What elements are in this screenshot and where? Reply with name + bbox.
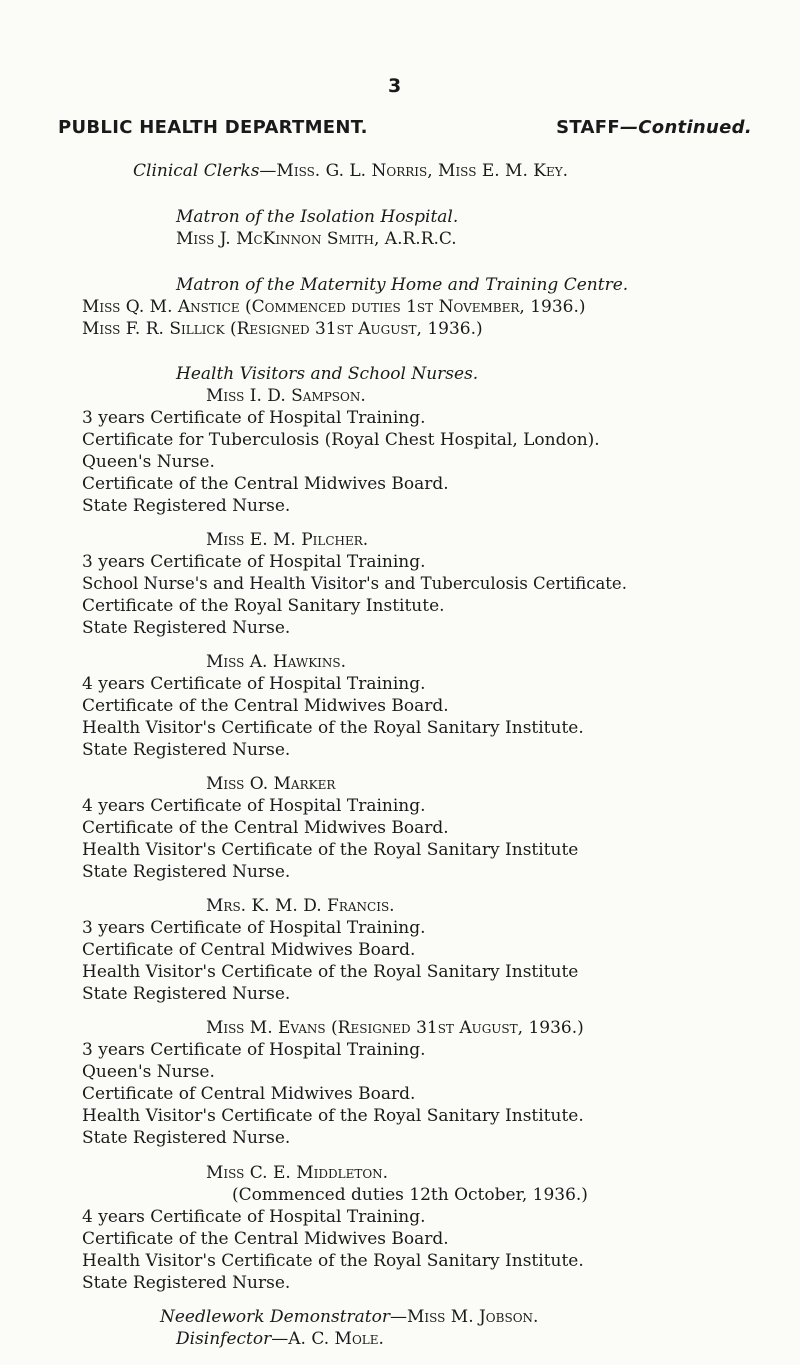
person-name: Miss O. Marker <box>206 774 336 794</box>
qualification-line: 4 years Certificate of Hospital Training. <box>82 674 426 694</box>
person-name: Miss I. D. Sampson. <box>206 386 366 406</box>
clinical-clerks-label: Clinical Clerks <box>133 161 260 181</box>
qualification-line: State Registered Nurse. <box>82 740 291 760</box>
health-visitors-title: Health Visitors and School Nurses. <box>176 364 479 384</box>
clinical-clerks-line <box>133 160 568 182</box>
qualification-line: State Registered Nurse. <box>82 618 291 638</box>
qualification-line: Health Visitor's Certificate of the Royal Sanitary Institute <box>82 840 579 860</box>
page-number: 3 <box>388 75 402 97</box>
qualification-line: Certificate of the Central Midwives Board. <box>82 696 449 716</box>
qualification-line: 4 years Certificate of Hospital Training. <box>82 796 426 816</box>
qualification-line: Certificate of the Central Midwives Board. <box>82 474 449 494</box>
qualification-line: Queen's Nurse. <box>82 1062 215 1082</box>
staff-heading <box>556 117 752 138</box>
isolation-matron-name: Miss J. McKinnon Smith, A.R.R.C. <box>176 229 457 249</box>
qualification-line: State Registered Nurse. <box>82 1128 291 1148</box>
person-name: Miss A. Hawkins. <box>206 652 347 672</box>
disinfector-line <box>176 1328 384 1350</box>
qualification-line: Certificate of the Central Midwives Board. <box>82 1229 449 1249</box>
qualification-line: Certificate of the Royal Sanitary Institute. <box>82 596 445 616</box>
person-name: Miss E. M. Pilcher. <box>206 530 369 550</box>
disinfector-label: Disinfector <box>176 1329 272 1349</box>
qualification-line: Health Visitor's Certificate of the Royal Sanitary Institute <box>82 962 579 982</box>
needlework-label: Needlework Demonstrator <box>160 1307 390 1327</box>
person-name: Mrs. K. M. D. Francis. <box>206 896 395 916</box>
qualification-line: Health Visitor's Certificate of the Royal Sanitary Institute. <box>82 718 584 738</box>
needlework-name: —Miss M. Jobson. <box>390 1307 539 1327</box>
staff-heading-main: STAFF <box>556 117 620 138</box>
person-name: Miss C. E. Middleton. <box>206 1163 389 1183</box>
maternity-matron-line: Miss F. R. Sillick (Resigned 31st August, 1936.) <box>82 319 483 339</box>
qualification-line: Certificate of the Central Midwives Board. <box>82 818 449 838</box>
qualification-line: Health Visitor's Certificate of the Royal Sanitary Institute. <box>82 1106 584 1126</box>
qualification-line: State Registered Nurse. <box>82 862 291 882</box>
qualification-line: 4 years Certificate of Hospital Training. <box>82 1207 426 1227</box>
clinical-clerks-names: —Miss. G. L. Norris, Miss E. M. Key. <box>259 161 569 181</box>
qualification-line: Health Visitor's Certificate of the Royal Sanitary Institute. <box>82 1251 584 1271</box>
qualification-line: Certificate of Central Midwives Board. <box>82 940 416 960</box>
qualification-line: State Registered Nurse. <box>82 984 291 1004</box>
qualification-line: School Nurse's and Health Visitor's and Tuberculosis Certificate. <box>82 574 627 593</box>
qualification-line: 3 years Certificate of Hospital Training. <box>82 552 426 572</box>
person-name: Miss M. Evans (Resigned 31st August, 1936.) <box>206 1018 584 1038</box>
maternity-matron-line: Miss Q. M. Anstice (Commenced duties 1st November, 1936.) <box>82 297 586 317</box>
qualification-line: State Registered Nurse. <box>82 496 291 516</box>
qualification-line: Queen's Nurse. <box>82 452 215 472</box>
qualification-line: 3 years Certificate of Hospital Training. <box>82 918 426 938</box>
qualification-line: State Registered Nurse. <box>82 1273 291 1293</box>
department-heading: PUBLIC HEALTH DEPARTMENT. <box>58 117 368 138</box>
qualification-line: Certificate of Central Midwives Board. <box>82 1084 416 1104</box>
staff-heading-continued: —Continued. <box>619 117 752 138</box>
qualification-line: 3 years Certificate of Hospital Training. <box>82 408 426 428</box>
needlework-line <box>160 1306 538 1328</box>
qualification-line: Certificate for Tuberculosis (Royal Chest Hospital, London). <box>82 430 600 450</box>
maternity-matron-title: Matron of the Maternity Home and Training Centre. <box>176 275 629 295</box>
qualification-line: 3 years Certificate of Hospital Training. <box>82 1040 426 1060</box>
disinfector-name: —A. C. Mole. <box>271 1329 384 1349</box>
isolation-matron-title: Matron of the Isolation Hospital. <box>176 207 459 227</box>
person-note: (Commenced duties 12th October, 1936.) <box>232 1185 588 1205</box>
